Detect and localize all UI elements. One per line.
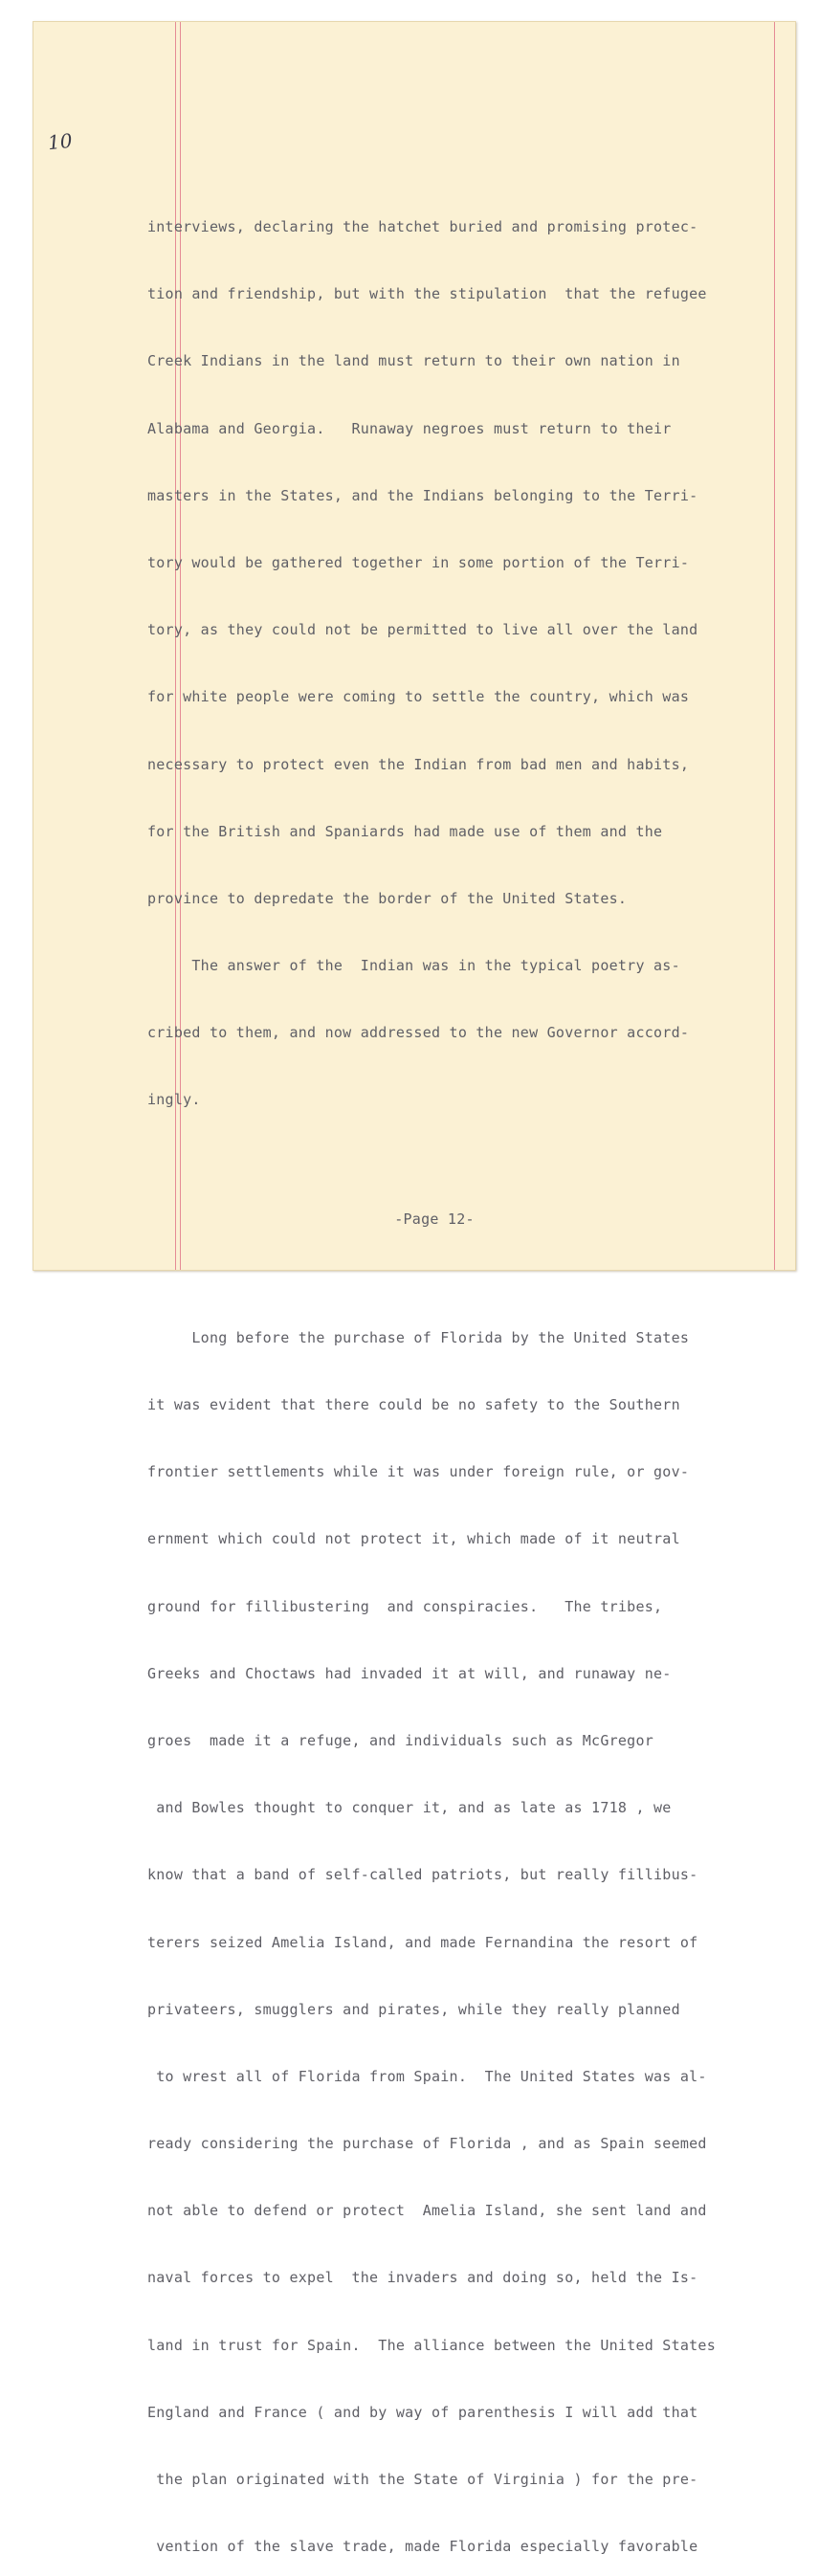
right-margin-rule: [774, 22, 775, 1270]
typed-text-body: [147, 142, 760, 2576]
text-line: England and France ( and by way of parenthesis I will add that: [147, 2403, 698, 2421]
text-line: for the British and Spaniards had made use of them and the: [147, 822, 663, 840]
text-block-top: [147, 176, 760, 1151]
text-line: Greeks and Choctaws had invaded it at will, and runaway ne-: [147, 1664, 672, 1682]
text-line: province to depredate the border of the United States.: [147, 889, 628, 907]
text-line: ernment which could not protect it, which made of it neutral: [147, 1530, 680, 1548]
text-line: tory, as they could not be permitted to live all over the land: [147, 621, 698, 639]
text-line: not able to defend or protect Amelia Island, she sent land and: [147, 2202, 707, 2220]
text-line: necessary to protect even the Indian from bad men and habits,: [147, 755, 690, 773]
text-line: the plan originated with the State of Virginia ) for the pre-: [147, 2471, 698, 2488]
text-line: tion and friendship, but with the stipulation that the refugee: [147, 285, 707, 303]
text-line: know that a band of self-called patriots, but really fillibus-: [147, 1866, 698, 1884]
text-line: privateers, smugglers and pirates, while they really planned: [147, 2000, 680, 2018]
handwritten-page-number: 10: [46, 128, 74, 155]
text-line: ground for fillibustering and conspiracies. The tribes,: [147, 1597, 663, 1615]
text-line: terers seized Amelia Island, and made Fernandina the resort of: [147, 1933, 698, 1951]
text-line: interviews, declaring the hatchet buried and promising protec-: [147, 218, 698, 235]
text-line: ready considering the purchase of Florida , and as Spain seemed: [147, 2135, 707, 2153]
text-line: ingly.: [147, 1091, 201, 1109]
text-line: for white people were coming to settle the country, which was: [147, 688, 690, 706]
text-line: land in trust for Spain. The alliance between the United States: [147, 2336, 716, 2354]
text-line: Creek Indians in the land must return to their own nation in: [147, 352, 680, 370]
text-line: vention of the slave trade, made Florida especially favorable: [147, 2538, 698, 2556]
text-line: Alabama and Georgia. Runaway negroes must return to their: [147, 419, 672, 437]
page-heading: -Page 12-: [394, 1210, 475, 1228]
text-line: tory would be gathered together in some portion of the Terri-: [147, 553, 690, 571]
text-line: The answer of the Indian was in the typical poetry as-: [147, 957, 680, 975]
text-line: naval forces to expel the invaders and doing so, held the Is-: [147, 2269, 698, 2287]
text-line: frontier settlements while it was under foreign rule, or gov-: [147, 1463, 690, 1481]
text-line: it was evident that there could be no safety to the Southern: [147, 1396, 680, 1413]
text-line: to wrest all of Florida from Spain. The United States was al-: [147, 2067, 707, 2085]
text-line: and Bowles thought to conquer it, and as late as 1718 , we: [147, 1799, 672, 1817]
text-line: masters in the States, and the Indians belonging to the Terri-: [147, 486, 698, 504]
text-block-bottom: [147, 1287, 760, 2576]
text-line: Long before the purchase of Florida by the United States: [147, 1328, 690, 1346]
text-line: cribed to them, and now addressed to the new Governor accord-: [147, 1024, 690, 1042]
text-line: groes made it a refuge, and individuals such as McGregor: [147, 1731, 654, 1749]
